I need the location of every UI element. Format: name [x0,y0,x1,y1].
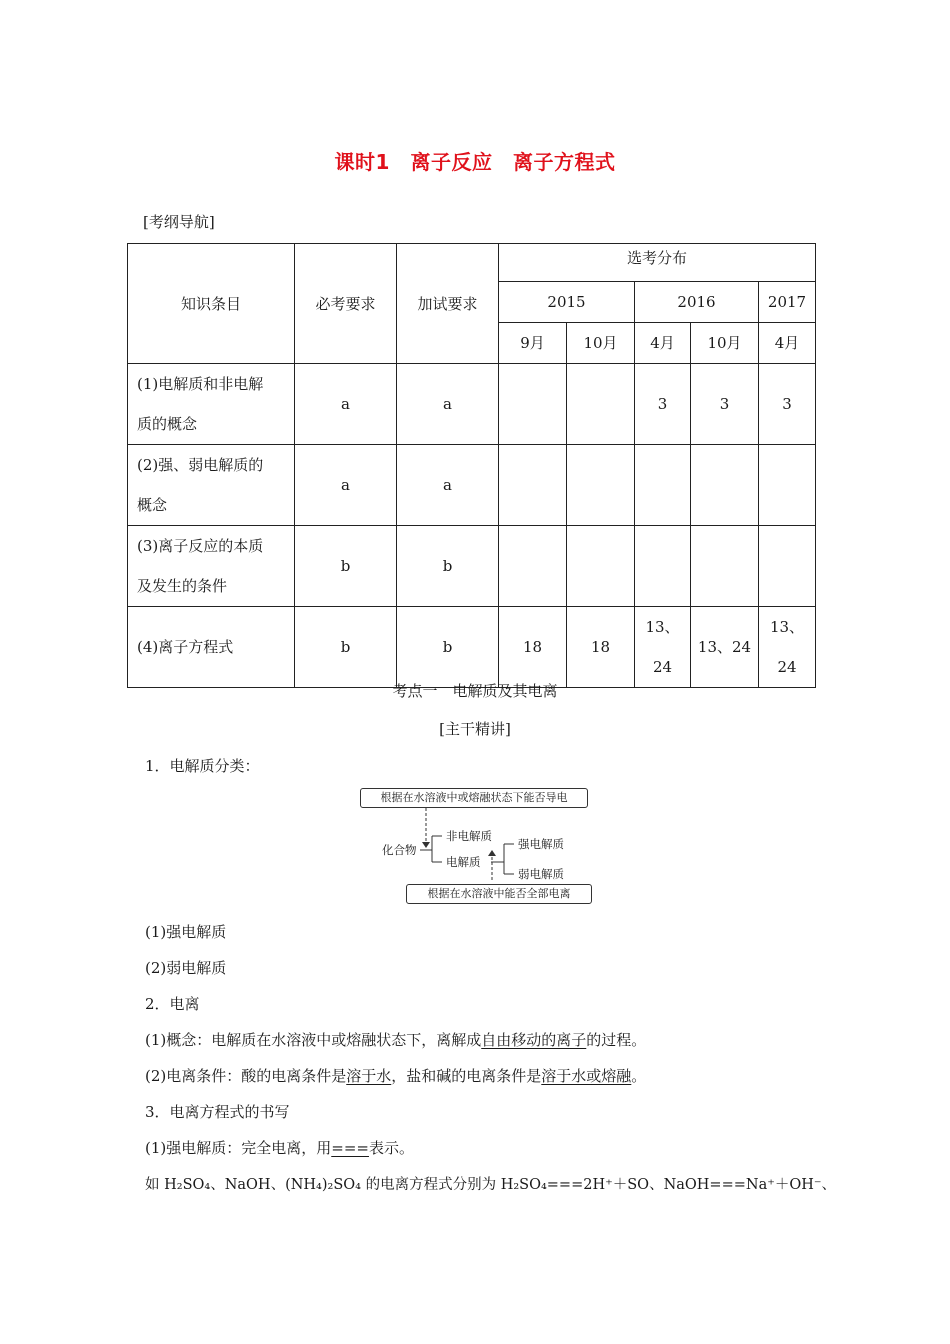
header-month: 10月 [567,323,635,364]
key-term: 溶于水或熔融 [541,1067,632,1085]
subheading: [主干精讲] [439,720,511,738]
header-year-2017: 2017 [759,282,816,323]
electrolyte-classification-diagram [356,784,596,908]
table-row [128,607,816,688]
item-cell: (1)电解质和非电解 质的概念 [128,364,295,445]
label-non-electrolyte: 非电解质 [446,829,492,843]
advanced-cell: a [397,445,499,526]
dist-cell [759,445,816,526]
header-distribution: 选考分布 [499,244,816,282]
header-advanced: 加试要求 [397,244,499,364]
dist-cell [499,526,567,607]
required-cell: b [295,526,397,607]
dist-cell: 13、 24 [759,607,816,688]
header-required: 必考要求 [295,244,397,364]
dist-cell [499,364,567,445]
paragraph: 2．电离 [145,995,200,1013]
dist-cell [635,445,691,526]
dist-cell [691,526,759,607]
label-compound: 化合物 [382,843,417,857]
dist-cell [567,364,635,445]
dist-cell: 3 [759,364,816,445]
table-row [128,445,816,526]
dist-cell: 3 [691,364,759,445]
paragraph-equations: 如 H₂SO₄、NaOH、(NH₄)₂SO₄ 的电离方程式分别为 H₂SO₄===2H⁺＋SO、NaOH===Na⁺＋OH⁻、 [145,1177,837,1193]
dist-cell: 3 [635,364,691,445]
criterion-box-ionization: 根据在水溶液中能否全部电离 [406,884,592,904]
advanced-cell: a [397,364,499,445]
item-cell: (2)强、弱电解质的 概念 [128,445,295,526]
paragraph: 3．电离方程式的书写 [145,1103,290,1121]
dist-cell: 18 [499,607,567,688]
header-year-2015: 2015 [499,282,635,323]
dist-cell: 13、 24 [635,607,691,688]
item-cell: (4)离子方程式 [128,607,295,688]
required-cell: a [295,364,397,445]
label-electrolyte: 电解质 [446,855,481,869]
dist-cell [567,526,635,607]
page-title: 课时1 离子反应 离子方程式 [334,150,616,174]
paragraph: (1)强电解质 [145,923,227,941]
header-month: 10月 [691,323,759,364]
advanced-cell: b [397,526,499,607]
paragraph: (2)弱电解质 [145,959,227,977]
paragraph: (1)强电解质：完全电离，用===表示。 [145,1139,414,1157]
item-cell: (3)离子反应的本质 及发生的条件 [128,526,295,607]
key-term: 自由移动的离子 [481,1031,587,1049]
paragraph: (1)概念：电解质在水溶液中或熔融状态下，离解成自由移动的离子的过程。 [145,1031,647,1049]
syllabus-table [127,243,816,688]
dist-cell [691,445,759,526]
table-row [128,526,816,607]
paragraph: (2)电离条件：酸的电离条件是溶于水，盐和碱的电离条件是溶于水或熔融。 [145,1067,647,1085]
criterion-box-conductivity: 根据在水溶液中或熔融状态下能否导电 [360,788,588,808]
header-year-2016: 2016 [635,282,759,323]
label-weak-electrolyte: 弱电解质 [518,867,564,881]
header-month: 9月 [499,323,567,364]
key-term: === [331,1139,369,1157]
paragraph: 1．电解质分类： [145,757,260,775]
dist-cell [759,526,816,607]
required-cell: b [295,607,397,688]
label-strong-electrolyte: 强电解质 [518,837,564,851]
section-label: [考纲导航] [143,213,215,231]
dist-cell: 18 [567,607,635,688]
table-row [128,364,816,445]
key-term: 溶于水 [346,1067,392,1085]
dist-cell: 13、24 [691,607,759,688]
dist-cell [499,445,567,526]
dist-cell [567,445,635,526]
topic-heading: 考点一 电解质及其电离 [392,682,558,700]
header-month: 4月 [635,323,691,364]
header-item: 知识条目 [128,244,295,364]
required-cell: a [295,445,397,526]
dist-cell [635,526,691,607]
advanced-cell: b [397,607,499,688]
header-month: 4月 [759,323,816,364]
